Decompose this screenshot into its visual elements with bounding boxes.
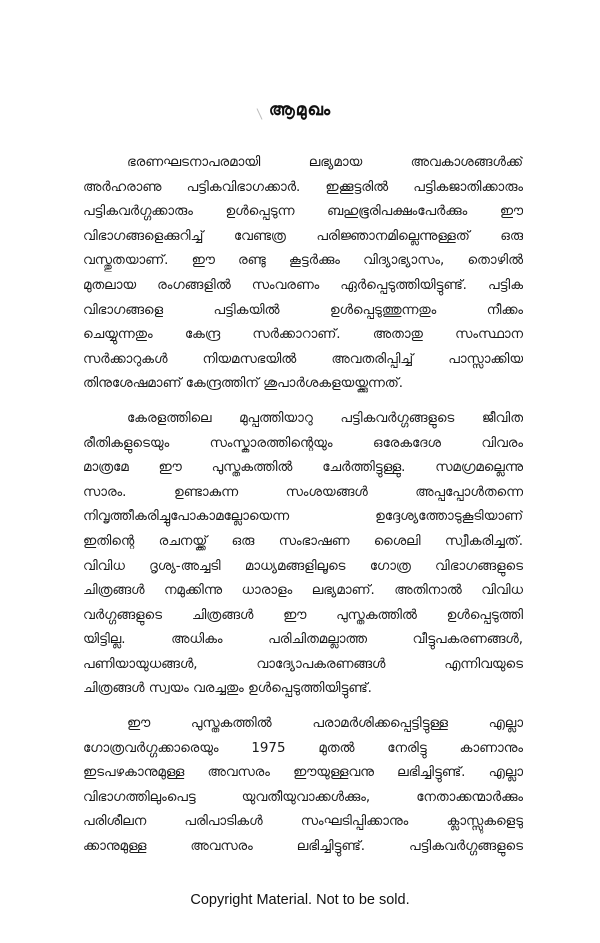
- text-line: ചിത്രങ്ങൾ നമുക്കിന്നു ധാരാളം ലഭ്യമാണ്. അതിനാൽ വിവിധ: [83, 583, 523, 599]
- text-line: സാരം. ഉണ്ടാകുന്ന സംശയങ്ങൾ അപ്പപ്പോൾതന്നെ: [83, 484, 523, 500]
- text-line: ഭരണഘടനാപരമായി ലഭ്യമായ അവകാശങ്ങൾക്ക്: [127, 155, 523, 170]
- text-line: പരിശീലന പരിപാടികൾ സംഘടിപ്പിക്കാനും ക്ലാസ്സുകളെടു: [83, 814, 523, 830]
- text-line: വിവിധ ദൃശ്യ-അച്ചടി മാധ്യമങ്ങളിലൂടെ ഗോത്ര വിഭാഗങ്ങളുടെ: [83, 558, 523, 574]
- text-line: കേരളത്തിലെ മുപ്പത്തിയാറു പട്ടികവർഗ്ഗങ്ങളുടെ ജീവിത: [127, 410, 523, 426]
- text-line: പണിയായുധങ്ങൾ, വാദ്യോപകരണങ്ങൾ എന്നിവയുടെ: [83, 656, 523, 672]
- paragraph-2: [83, 407, 523, 702]
- text-line: വർഗ്ഗങ്ങളുടെ ചിത്രങ്ങൾ ഈ പുസ്തകത്തിൽ ഉൾപ്പെടുത്തി: [83, 607, 523, 623]
- text-line: നിവൃത്തീകരിച്ചുപോകാമല്ലോയെന്ന ഉദ്ദേശ്യത്തോടുകൂടിയാണ്: [83, 509, 523, 525]
- text-line: ഗോത്രവർഗ്ഗക്കാരെയും 1975 മുതൽ നേരിട്ടു കാണാനും: [83, 740, 523, 756]
- text-line: ഈ പുസ്തകത്തിൽ പരാമർശിക്കപ്പെട്ടിട്ടുള്ള എല്ലാ: [127, 716, 523, 732]
- text-line: ഇടപഴകാനുമുള്ള അവസരം ഈയുള്ളവനു ലഭിച്ചിട്ടുണ്ട്. എല്ലാ: [83, 765, 523, 781]
- paragraph-1: [83, 151, 523, 397]
- text-line: മാത്രമേ ഈ പുസ്തകത്തിൽ ചേർത്തിട്ടുള്ളു. സമഗ്രമല്ലെന്നു: [83, 460, 523, 476]
- text-line: യിട്ടില്ല. അധികം പരിചിതമല്ലാത്ത വീട്ടുപകരണങ്ങൾ,: [83, 632, 523, 648]
- text-line: ഇതിന്റെ രചനയ്ക്ക് ഒരു സംഭാഷണ ശൈലി സ്വീകരിച്ചത്.: [83, 533, 523, 549]
- copyright-footer: Copyright Material. Not to be sold.: [190, 892, 410, 908]
- text-line: ചിത്രങ്ങൾ സ്വയം വരച്ചതും ഉൾപ്പെടുത്തിയിട്ടുണ്ട്.: [83, 681, 372, 697]
- text-line: മുതലായ രംഗങ്ങളിൽ സംവരണം ഏർപ്പെടുത്തിയിട്ടുണ്ട്. പട്ടിക: [83, 277, 523, 293]
- page-title: ആമുഖം: [268, 100, 332, 120]
- text-line: അർഹരാണു പട്ടികവിഭാഗക്കാർ. ഇക്കൂട്ടരിൽ പട്ടികജാതിക്കാരും: [83, 179, 523, 195]
- body-text: [83, 151, 523, 870]
- text-line: സർക്കാറുകൾ നിയമസഭയിൽ അവതരിപ്പിച്ച് പാസ്സാക്കിയ: [83, 351, 523, 367]
- text-line: വിഭാഗത്തിലുംപെട്ട യുവതീയുവാക്കൾക്കും, നേതാക്കന്മാർക്കും: [83, 789, 523, 805]
- text-line: തിനുശേഷമാണ് കേന്ദ്രത്തിന് ശുപാർശകളയയ്ക്കുന്നത്.: [83, 376, 404, 392]
- text-line: വസ്തുതയാണ്. ഈ രണ്ടു കൂട്ടർക്കും വിദ്യാഭ്യാസം, തൊഴിൽ: [83, 253, 523, 269]
- text-line: ചെയ്യുന്നതും കേന്ദ്ര സർക്കാറാണ്. അതാതു സംസ്ഥാന: [83, 327, 523, 343]
- paragraph-3: [83, 712, 523, 860]
- text-line: വിഭാഗങ്ങളെക്കുറിച്ച് വേണ്ടത്ര പരിജ്ഞാനമില്ലെന്നുള്ളത് ഒരു: [83, 228, 523, 244]
- text-line: വിഭാഗങ്ങളെ പട്ടികയിൽ ഉൾപ്പെടുത്തുന്നതും നീക്കം: [83, 302, 523, 318]
- text-line: പട്ടികവർഗ്ഗക്കാരും ഉൾപ്പെടുന്ന ബഹുഭൂരിപക്ഷംപേർക്കും ഈ: [83, 204, 523, 220]
- text-line: ക്കാനുമുള്ള അവസരം ലഭിച്ചിട്ടുണ്ട്. പട്ടികവർഗ്ഗങ്ങളുടെ: [83, 839, 523, 855]
- text-line: രീതികളുടെയും സംസ്കാരത്തിന്റെയും ഒരേകദേശ വിവരം: [83, 435, 523, 451]
